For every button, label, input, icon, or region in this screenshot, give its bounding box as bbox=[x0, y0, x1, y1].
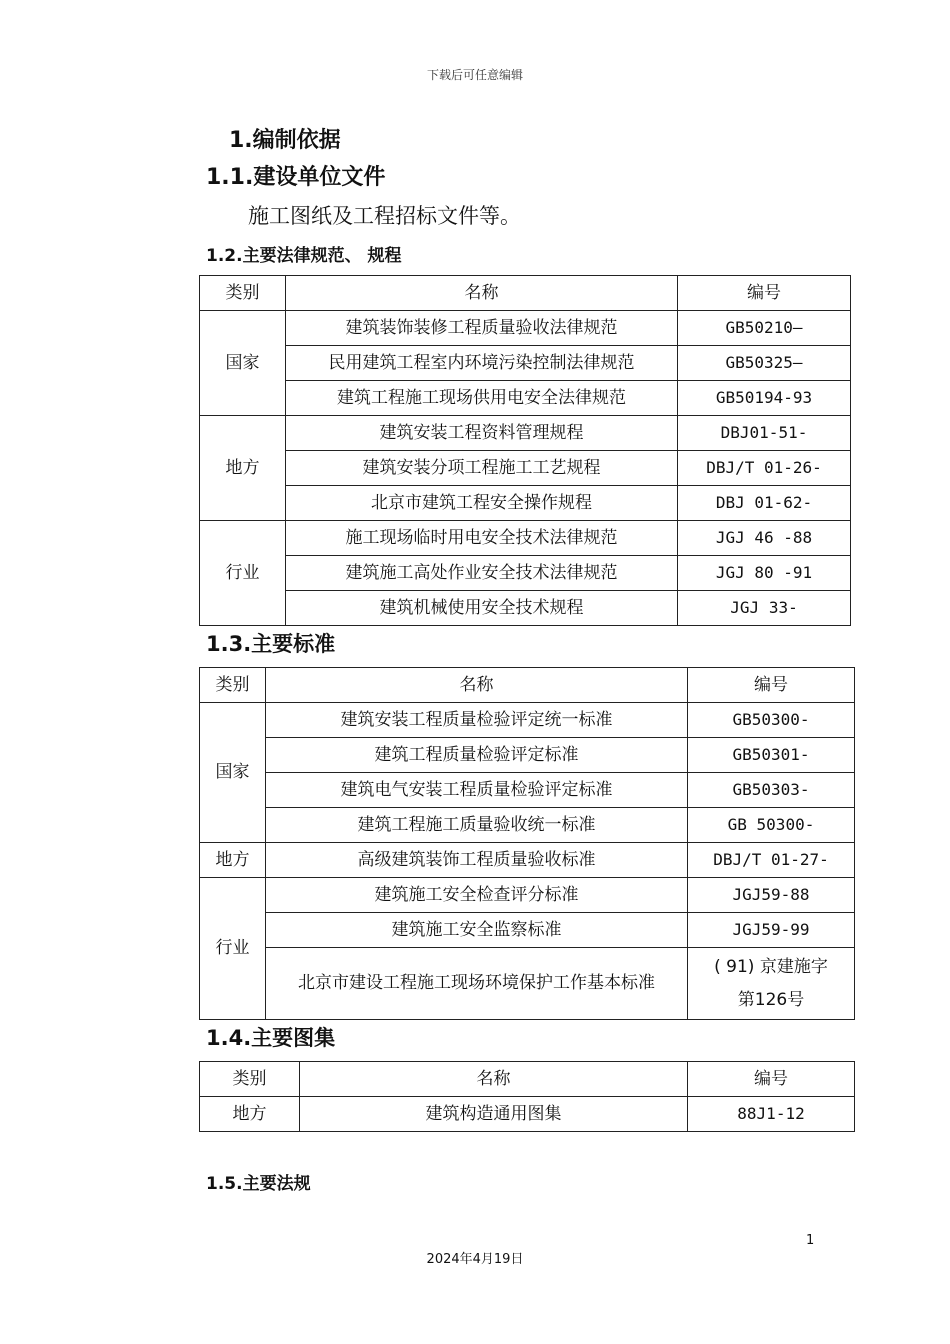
code-cell: JGJ59-99 bbox=[688, 913, 855, 948]
name-cell: 建筑构造通用图集 bbox=[300, 1097, 688, 1132]
code-cell bbox=[688, 948, 855, 1020]
name-cell: 高级建筑装饰工程质量验收标准 bbox=[266, 843, 688, 878]
name-cell: 民用建筑工程室内环境污染控制法律规范 bbox=[286, 346, 678, 381]
name-cell: 建筑机械使用安全技术规程 bbox=[286, 591, 678, 626]
code-cell: GB 50300- bbox=[688, 808, 855, 843]
code-cell: DBJ/T 01-27- bbox=[688, 843, 855, 878]
regulations-table bbox=[199, 275, 851, 626]
name-cell: 建筑施工安全检查评分标准 bbox=[266, 878, 688, 913]
header-category: 类别 bbox=[200, 668, 266, 703]
name-cell: 建筑施工高处作业安全技术法律规范 bbox=[286, 556, 678, 591]
name-cell: 建筑装饰装修工程质量验收法律规范 bbox=[286, 311, 678, 346]
name-cell: 建筑安装分项工程施工工艺规程 bbox=[286, 451, 678, 486]
name-cell: 建筑安装工程资料管理规程 bbox=[286, 416, 678, 451]
header-category: 类别 bbox=[200, 1062, 300, 1097]
code-cell: GB50210— bbox=[678, 311, 851, 346]
code-cell: DBJ 01-62- bbox=[678, 486, 851, 521]
standards-table bbox=[199, 667, 855, 1020]
page-number: 1 bbox=[806, 1233, 815, 1248]
header-code: 编号 bbox=[688, 1062, 855, 1097]
section-1-4-heading: 1.4.主要图集 bbox=[206, 1026, 336, 1050]
section-1-1-text: 施工图纸及工程招标文件等。 bbox=[248, 204, 521, 228]
name-cell: 建筑工程施工质量验收统一标准 bbox=[266, 808, 688, 843]
code-line-1: ( 91) 京建施字 bbox=[714, 957, 828, 978]
category-cell: 地方 bbox=[200, 843, 266, 878]
code-cell: DBJ01-51- bbox=[678, 416, 851, 451]
section-1-3-heading: 1.3.主要标准 bbox=[206, 632, 336, 656]
code-cell: JGJ 46 -88 bbox=[678, 521, 851, 556]
name-cell: 建筑工程质量检验评定标准 bbox=[266, 738, 688, 773]
category-cell: 行业 bbox=[200, 521, 286, 626]
code-cell: GB50300- bbox=[688, 703, 855, 738]
code-cell: JGJ 80 -91 bbox=[678, 556, 851, 591]
code-cell: GB50194-93 bbox=[678, 381, 851, 416]
code-cell: JGJ 33- bbox=[678, 591, 851, 626]
header-category: 类别 bbox=[200, 276, 286, 311]
code-cell: DBJ/T 01-26- bbox=[678, 451, 851, 486]
header-code: 编号 bbox=[678, 276, 851, 311]
page-footer-date: 2024年4月19日 bbox=[426, 1252, 524, 1267]
name-cell: 北京市建设工程施工现场环境保护工作基本标准 bbox=[266, 948, 688, 1020]
header-name: 名称 bbox=[300, 1062, 688, 1097]
name-cell: 建筑电气安装工程质量检验评定标准 bbox=[266, 773, 688, 808]
page-header: 下载后可任意编辑 bbox=[426, 68, 523, 82]
code-cell: GB50303- bbox=[688, 773, 855, 808]
code-cell: GB50301- bbox=[688, 738, 855, 773]
header-name: 名称 bbox=[286, 276, 678, 311]
section-1-heading: 1.编制依据 bbox=[229, 128, 341, 153]
code-cell: 88J1-12 bbox=[688, 1097, 855, 1132]
name-cell: 建筑安装工程质量检验评定统一标准 bbox=[266, 703, 688, 738]
code-cell: GB50325— bbox=[678, 346, 851, 381]
code-cell: JGJ59-88 bbox=[688, 878, 855, 913]
section-1-2-heading: 1.2.主要法律规范、 规程 bbox=[206, 246, 402, 266]
section-1-1-heading: 1.1.建设单位文件 bbox=[206, 165, 386, 190]
category-cell: 地方 bbox=[200, 416, 286, 521]
name-cell: 北京市建筑工程安全操作规程 bbox=[286, 486, 678, 521]
header-code: 编号 bbox=[688, 668, 855, 703]
name-cell: 建筑施工安全监察标准 bbox=[266, 913, 688, 948]
name-cell: 施工现场临时用电安全技术法律规范 bbox=[286, 521, 678, 556]
section-1-5-heading: 1.5.主要法规 bbox=[206, 1174, 311, 1194]
header-name: 名称 bbox=[266, 668, 688, 703]
code-line-2: 第126号 bbox=[737, 989, 805, 1010]
category-cell: 行业 bbox=[200, 878, 266, 1020]
category-cell: 国家 bbox=[200, 311, 286, 416]
category-cell: 地方 bbox=[200, 1097, 300, 1132]
name-cell: 建筑工程施工现场供用电安全法律规范 bbox=[286, 381, 678, 416]
atlas-table bbox=[199, 1061, 855, 1132]
category-cell: 国家 bbox=[200, 703, 266, 843]
